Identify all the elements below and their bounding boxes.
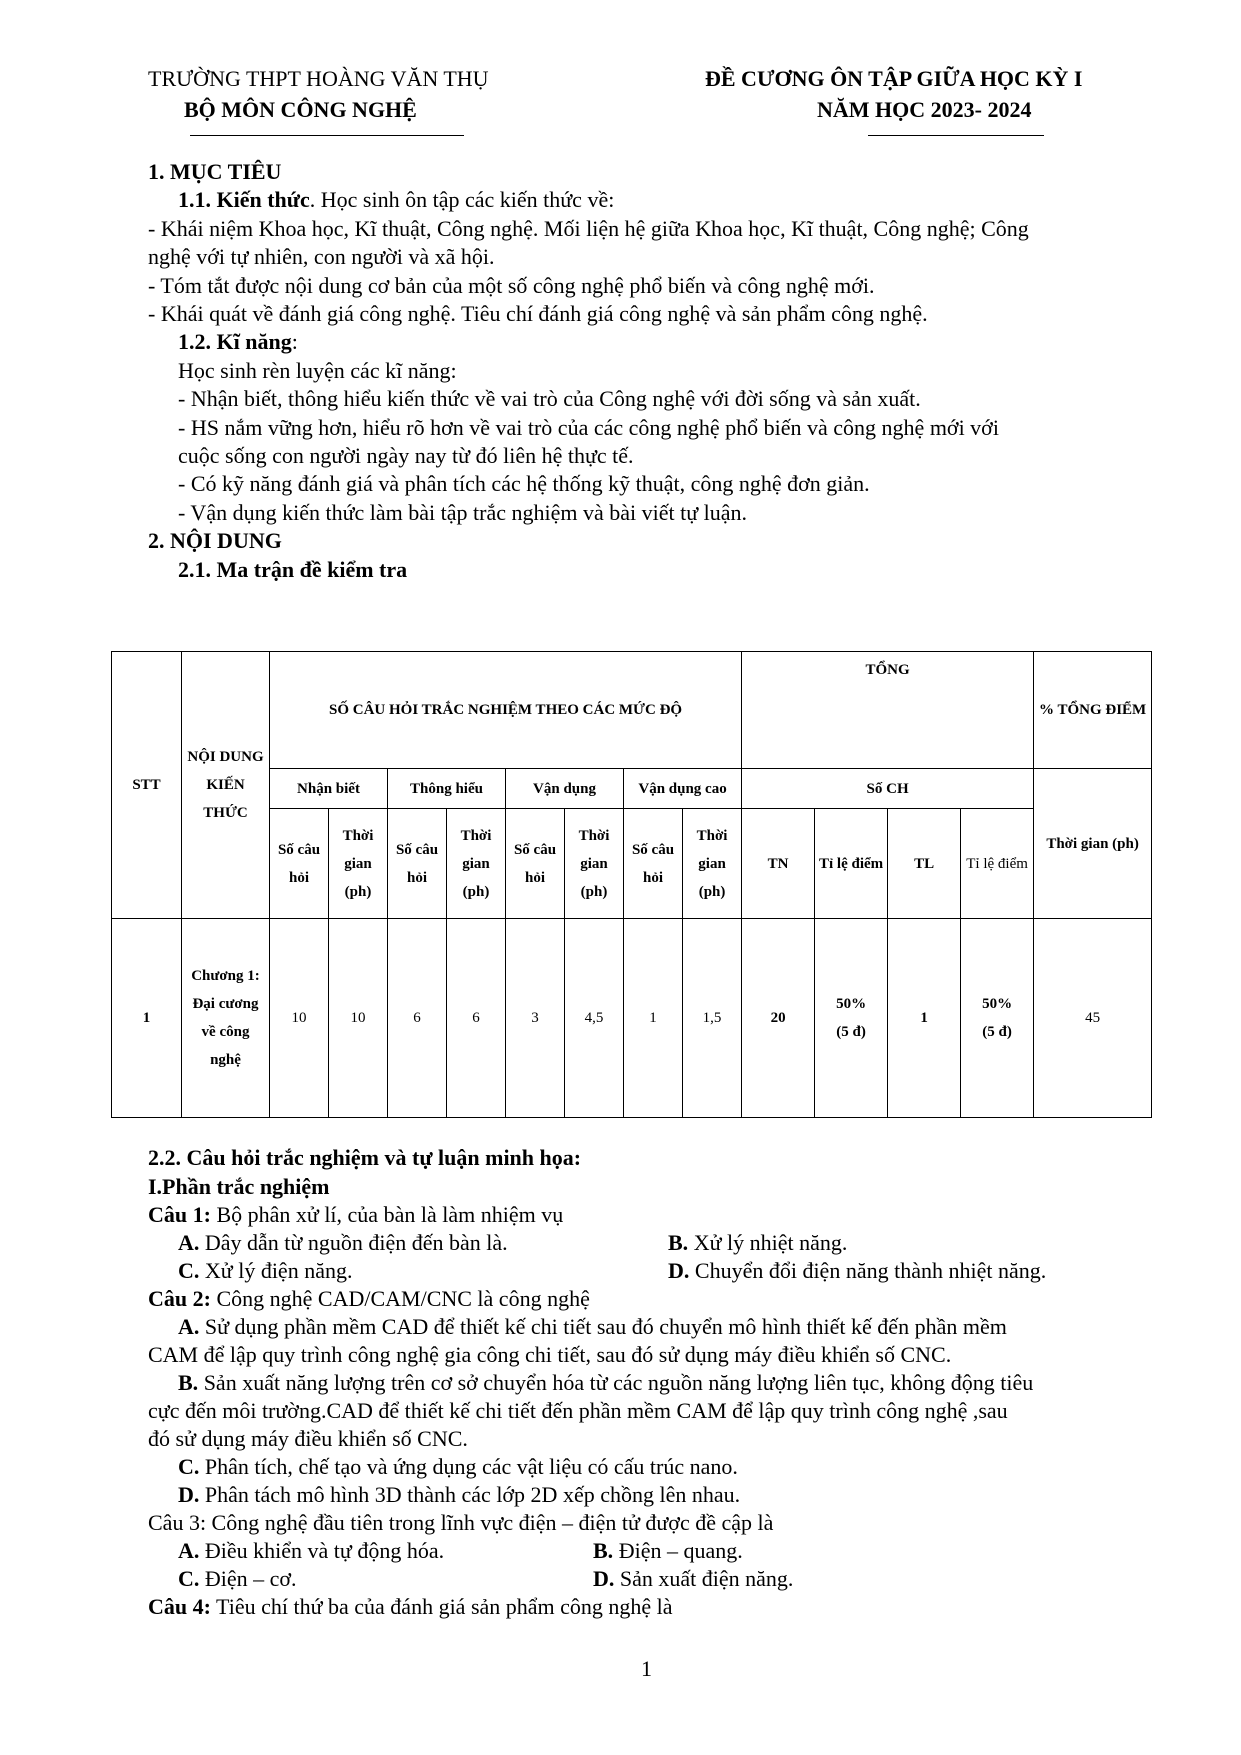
option-label: C. [178, 1454, 200, 1479]
cell-stt: 1 [112, 919, 182, 1118]
q3-option-c [178, 1565, 297, 1593]
header-thoi-gian: Thời gian (ph) [329, 809, 388, 919]
option-label: B. [178, 1370, 199, 1395]
question-1 [148, 1201, 563, 1229]
option-text: Chuyển đổi điện năng thành nhiệt năng. [689, 1258, 1047, 1283]
q2-option-b-cont: đó sử dụng máy điều khiển số CNC. [148, 1426, 468, 1451]
header-level-thong-hieu: Thông hiểu [388, 769, 506, 809]
cell-tl-ratio [961, 919, 1034, 1118]
option-text: Dây dẫn từ nguồn điện đến bàn là. [199, 1230, 508, 1255]
knowledge-line [148, 186, 1148, 214]
header-ti-le-diem: Tỉ lệ điểm [815, 809, 888, 919]
q1-option-d [668, 1257, 1046, 1285]
cell-tn-ratio [815, 919, 888, 1118]
header-total: TỔNG [742, 652, 1034, 769]
option-label: B. [593, 1538, 614, 1563]
q2-option-a [178, 1313, 1007, 1341]
cell-tl: 1 [888, 919, 961, 1118]
cell-vdc-questions: 1 [624, 919, 683, 1118]
section-objectives [148, 158, 1148, 584]
section-1-title: 1. MỤC TIÊU [148, 159, 282, 184]
cell-tl-percent: 50% [982, 996, 1013, 1012]
question-2-label: Câu 2: [148, 1286, 211, 1311]
option-label: B. [668, 1230, 689, 1255]
knowledge-item: - Khái niệm Khoa học, Kĩ thuật, Công nghệ. Mối liện hệ giữa Khoa học, Kĩ thuật, Công nghệ; Công [148, 215, 1029, 241]
section-2-title: 2. NỘI DUNG [148, 528, 282, 554]
option-label: C. [178, 1566, 200, 1591]
header-total-time: Thời gian (ph) [1034, 769, 1152, 919]
skills-item: cuộc sống con người ngày nay từ đó liên hệ thực tế. [178, 443, 634, 469]
cell-vd-questions: 3 [506, 919, 565, 1118]
option-label: C. [178, 1258, 200, 1283]
question-4-label: Câu 4: [148, 1594, 211, 1619]
option-text: Phân tách mô hình 3D thành các lớp 2D xếp chồng lên nhau. [199, 1482, 741, 1507]
option-label: A. [178, 1230, 200, 1255]
option-text: Xử lý nhiệt năng. [688, 1230, 848, 1255]
header-so-cau-hoi: Số câu hỏi [506, 809, 565, 919]
question-1-text: Bộ phân xử lí, của bàn là làm nhiệm vụ [210, 1202, 564, 1227]
cell-vd-time: 4,5 [565, 919, 624, 1118]
cell-nb-questions: 10 [270, 919, 329, 1118]
section-2-2-heading: 2.2. Câu hỏi trắc nghiệm và tự luận minh họa: [148, 1145, 582, 1170]
document-title: ĐỀ CƯƠNG ÔN TẬP GIỮA HỌC KỲ I [705, 66, 1083, 91]
knowledge-heading: 1.1. Kiến thức [178, 187, 310, 213]
skills-item: - Có kỹ năng đánh giá và phân tích các hệ thống kỹ thuật, công nghệ đơn giản. [178, 471, 870, 497]
school-year: NĂM HỌC 2023- 2024 [817, 97, 1032, 122]
option-label: A. [178, 1538, 200, 1563]
exam-matrix-table [111, 651, 1152, 1118]
header-so-cau-hoi: Số câu hỏi [624, 809, 683, 919]
cell-tn-points: (5 đ) [836, 1024, 866, 1040]
knowledge-item: nghệ với tự nhiên, con người và xã hội. [148, 244, 495, 270]
header-questions-by-level: SỐ CÂU HỎI TRẮC NGHIỆM THEO CÁC MỨC ĐỘ [270, 652, 742, 769]
header-thoi-gian: Thời gian (ph) [683, 809, 742, 919]
knowledge-item: - Khái quát về đánh giá công nghệ. Tiêu chí đánh giá công nghệ và sản phẩm công nghệ. [148, 301, 928, 327]
header-content: NỘI DUNG KIẾN THỨC [182, 652, 270, 919]
knowledge-item: - Tóm tắt được nội dung cơ bản của một số công nghệ phổ biến và công nghệ mới. [148, 272, 875, 298]
option-text: Điều khiển và tự động hóa. [199, 1538, 445, 1563]
option-label: A. [178, 1314, 200, 1339]
option-label: D. [593, 1566, 615, 1591]
cell-vdc-time: 1,5 [683, 919, 742, 1118]
matrix-heading: 2.1. Ma trận đề kiểm tra [178, 556, 408, 582]
header-level-van-dung-cao: Vận dụng cao [624, 769, 742, 809]
header-tl: TL [888, 809, 961, 919]
skills-item: - Nhận biết, thông hiểu kiến thức về vai trò của Công nghệ với đời sống và sản xuất. [178, 386, 921, 412]
question-4-text: Tiêu chí thứ ba của đánh giá sản phẩm công nghệ là [210, 1594, 673, 1619]
header-level-van-dung: Vận dụng [506, 769, 624, 809]
cell-tl-points: (5 đ) [982, 1024, 1012, 1040]
q2-option-a-cont: CAM để lập quy trình công nghệ gia công chi tiết, sau đó sử dụng máy điều khiển số CNC. [148, 1342, 952, 1367]
option-text: Sản xuất năng lượng trên cơ sở chuyển hóa từ các nguồn năng lượng liên tục, không động tiêu [198, 1370, 1034, 1395]
q2-option-b [178, 1369, 1033, 1397]
header-ti-le-diem-tl: Tỉ lệ điểm [961, 809, 1034, 919]
option-label: D. [178, 1482, 200, 1507]
option-label: D. [668, 1258, 690, 1283]
q1-option-b [668, 1229, 847, 1257]
q3-option-d [593, 1565, 793, 1593]
school-name: TRƯỜNG THPT HOÀNG VĂN THỤ [148, 66, 489, 91]
q3-option-b [593, 1537, 743, 1565]
question-2-text: Công nghệ CAD/CAM/CNC là công nghệ [210, 1286, 590, 1311]
question-3: Câu 3: Công nghệ đầu tiên trong lĩnh vực điện – điện tử được đề cập là [148, 1510, 774, 1535]
cell-th-questions: 6 [388, 919, 447, 1118]
option-text: Điện – quang. [613, 1538, 743, 1563]
skills-line [148, 328, 1148, 356]
q2-option-b-cont: cực đến môi trường.CAD để thiết kế chi tiết đến phần mềm CAM để lập quy trình công nghệ ,sau [148, 1398, 1008, 1423]
header-thoi-gian: Thời gian (ph) [447, 809, 506, 919]
option-text: Sản xuất điện năng. [614, 1566, 794, 1591]
header-tn: TN [742, 809, 815, 919]
cell-total-time: 45 [1034, 919, 1152, 1118]
header-so-cau-hoi: Số câu hỏi [388, 809, 447, 919]
header-thoi-gian: Thời gian (ph) [565, 809, 624, 919]
q1-option-c [178, 1257, 352, 1285]
header-percent-total: % TỔNG ĐIỂM [1034, 652, 1152, 769]
q3-option-a [178, 1537, 444, 1565]
part-1-heading: I.Phần trắc nghiệm [148, 1174, 330, 1199]
title-underline [868, 135, 1044, 136]
question-2 [148, 1285, 590, 1313]
question-4 [148, 1593, 673, 1621]
skills-item: Học sinh rèn luyện các kĩ năng: [178, 357, 457, 383]
option-text: Phân tích, chế tạo và ứng dụng các vật liệu có cấu trúc nano. [199, 1454, 738, 1479]
cell-th-time: 6 [447, 919, 506, 1118]
header-so-cau-hoi: Số câu hỏi [270, 809, 329, 919]
header-stt: STT [112, 652, 182, 919]
cell-tn: 20 [742, 919, 815, 1118]
cell-content: Chương 1: Đại cương về công nghệ [182, 919, 270, 1118]
department-name: BỘ MÔN CÔNG NGHỆ [184, 97, 417, 122]
knowledge-intro: . Học sinh ôn tập các kiến thức về: [309, 187, 615, 213]
question-1-label: Câu 1: [148, 1202, 211, 1227]
skills-colon: : [291, 329, 298, 355]
skills-item: - HS nắm vững hơn, hiểu rõ hơn về vai trò của các công nghệ phổ biến và công nghệ mới với [178, 414, 999, 440]
page-number: 1 [641, 1656, 652, 1681]
header-level-nhan-biet: Nhận biết [270, 769, 388, 809]
skills-item: - Vận dụng kiến thức làm bài tập trắc nghiệm và bài viết tự luận. [178, 499, 748, 525]
header-so-ch: Số CH [742, 769, 1034, 809]
department-underline [190, 135, 464, 136]
option-text: Điện – cơ. [199, 1566, 297, 1591]
cell-nb-time: 10 [329, 919, 388, 1118]
q2-option-c [178, 1453, 738, 1481]
cell-tn-percent: 50% [836, 996, 867, 1012]
option-text: Sử dụng phần mềm CAD để thiết kế chi tiết sau đó chuyển mô hình thiết kế đến phần mềm [199, 1314, 1007, 1339]
option-text: Xử lý điện năng. [199, 1258, 353, 1283]
q1-option-a [178, 1229, 508, 1257]
skills-heading: 1.2. Kĩ năng [178, 329, 292, 355]
q2-option-d [178, 1481, 740, 1509]
